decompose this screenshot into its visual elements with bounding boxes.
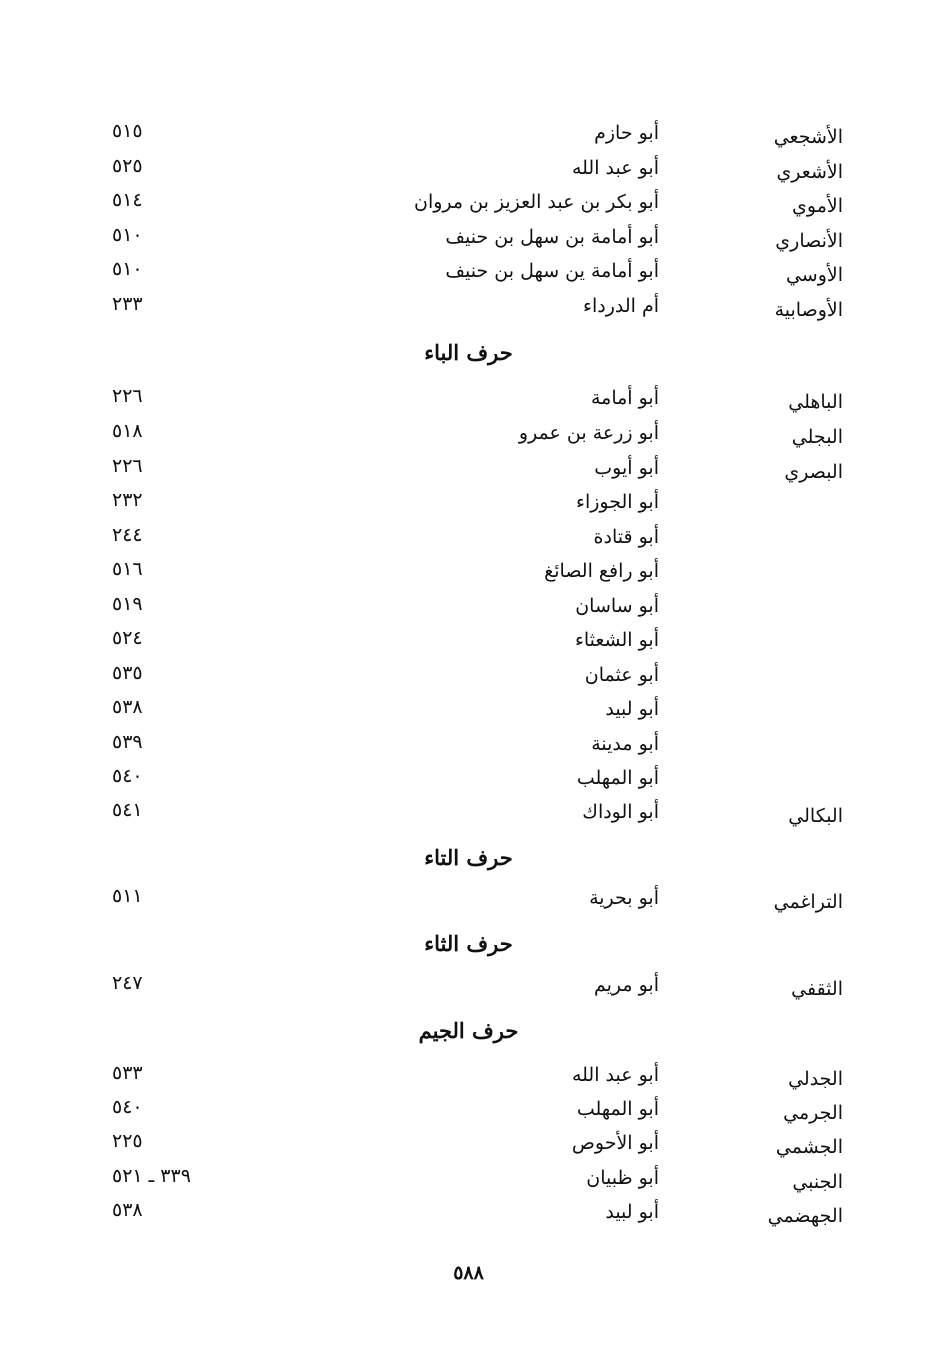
nisba-label: التراغمي bbox=[773, 891, 843, 913]
nisba-label: البكالي bbox=[788, 805, 843, 827]
person-name: أبو بحرية bbox=[589, 887, 659, 909]
person-name: أبو زرعة بن عمرو bbox=[518, 422, 659, 444]
index-entry bbox=[0, 799, 937, 833]
page-reference: ٥٣٩ bbox=[112, 731, 143, 753]
page-reference: ٥١١ bbox=[112, 885, 143, 907]
nisba-label: الجهضمي bbox=[767, 1205, 843, 1227]
page-reference: ٥٣٨ bbox=[112, 1199, 143, 1221]
person-name: أبو الشعثاء bbox=[574, 629, 659, 651]
letter-heading: حرف الباء bbox=[424, 340, 513, 365]
index-entry bbox=[0, 593, 937, 627]
page-reference: ٢٤٤ bbox=[112, 524, 143, 546]
index-entry bbox=[0, 224, 937, 258]
person-name: أبو أمامة بن سهل بن حنيف bbox=[445, 226, 659, 248]
person-name: أم الدرداء bbox=[583, 295, 659, 317]
letter-heading: حرف الثاء bbox=[424, 931, 513, 956]
page-reference: ٥١٩ bbox=[112, 593, 143, 615]
page-reference: ٥٣٥ bbox=[112, 662, 143, 684]
index-entry bbox=[0, 189, 937, 223]
index-entry bbox=[0, 258, 937, 292]
nisba-label: البصري bbox=[784, 461, 843, 483]
page-reference: ٥٢٤ bbox=[112, 627, 143, 649]
person-name: أبو عبد الله bbox=[571, 1064, 659, 1086]
page-reference: ٢٤٧ bbox=[112, 972, 143, 994]
letter-heading: حرف التاء bbox=[424, 845, 513, 870]
person-name: أبو عثمان bbox=[584, 664, 659, 686]
page-reference: ٥١٦ bbox=[112, 558, 143, 580]
index-entry bbox=[0, 420, 937, 454]
index-entry bbox=[0, 662, 937, 696]
nisba-label: الأوسي bbox=[785, 264, 843, 286]
nisba-label: الأموي bbox=[792, 195, 843, 217]
index-entry bbox=[0, 765, 937, 799]
index-entry bbox=[0, 455, 937, 489]
page-reference: ٥٤٠ bbox=[112, 1096, 143, 1118]
index-entry bbox=[0, 1096, 937, 1130]
nisba-label: الأوصابية bbox=[774, 299, 843, 321]
index-entry bbox=[0, 627, 937, 661]
index-entry bbox=[0, 524, 937, 558]
person-name: أبو حازم bbox=[594, 122, 659, 144]
index-entry bbox=[0, 120, 937, 154]
page-reference: ٥١٤ bbox=[112, 189, 143, 211]
nisba-label: الباهلي bbox=[788, 391, 843, 413]
nisba-label: الأشجعي bbox=[773, 126, 843, 148]
page-reference: ٢٢٦ bbox=[112, 455, 143, 477]
person-name: أبو ظبيان bbox=[586, 1167, 659, 1189]
page-number: ٥٨٨ bbox=[453, 1262, 484, 1284]
person-name: أبو أمامة ين سهل بن حنيف bbox=[445, 260, 659, 282]
person-name: أبو قتادة bbox=[593, 526, 659, 548]
page-reference: ٥١٠ bbox=[112, 258, 143, 280]
index-entry bbox=[0, 972, 937, 1006]
nisba-label: الثقفي bbox=[791, 978, 843, 1000]
index-entry bbox=[0, 731, 937, 765]
letter-heading: حرف الجيم bbox=[418, 1018, 519, 1043]
page-reference: ٥٤٠ bbox=[112, 765, 143, 787]
index-entry bbox=[0, 293, 937, 327]
page-reference: ٥١٠ bbox=[112, 224, 143, 246]
person-name: أبو أمامة bbox=[590, 387, 659, 409]
person-name: أبو بكر بن عبد العزيز بن مروان bbox=[414, 191, 659, 213]
person-name: أبو لبيد bbox=[605, 1201, 659, 1223]
person-name: أبو أيوب bbox=[594, 457, 659, 479]
person-name: أبو الجوزاء bbox=[576, 491, 659, 513]
page-reference: ٢٢٥ bbox=[112, 1130, 143, 1152]
index-entry bbox=[0, 1199, 937, 1233]
index-entry bbox=[0, 155, 937, 189]
person-name: أبو مدينة bbox=[591, 733, 659, 755]
person-name: أبو مريم bbox=[593, 974, 659, 996]
index-entry bbox=[0, 558, 937, 592]
person-name: أبو المهلب bbox=[576, 1098, 659, 1120]
nisba-label: الجشمي bbox=[775, 1136, 843, 1158]
page-reference: ٢٢٦ bbox=[112, 385, 143, 407]
index-entry bbox=[0, 1130, 937, 1164]
index-entry bbox=[0, 385, 937, 419]
index-entry bbox=[0, 1062, 937, 1096]
index-entry bbox=[0, 885, 937, 919]
person-name: أبو رافع الصائغ bbox=[544, 560, 659, 582]
page-reference: ٥١٥ bbox=[112, 120, 143, 142]
index-entry bbox=[0, 489, 937, 523]
nisba-label: الجرمي bbox=[783, 1102, 843, 1124]
person-name: أبو ساسان bbox=[575, 595, 659, 617]
nisba-label: الأنصاري bbox=[775, 230, 843, 252]
page-reference: ٥٣٣ bbox=[112, 1062, 143, 1084]
person-name: أبو عبد الله bbox=[571, 157, 659, 179]
person-name: أبو الوداك bbox=[582, 801, 659, 823]
person-name: أبو لبيد bbox=[605, 698, 659, 720]
page-reference: ٢٣٣ bbox=[112, 293, 143, 315]
index-entry bbox=[0, 1165, 937, 1199]
nisba-label: الأشعري bbox=[776, 161, 843, 183]
nisba-label: البجلي bbox=[791, 426, 843, 448]
page-reference: ٣٣٩ ـ ٥٢١ bbox=[112, 1165, 191, 1187]
page-reference: ٥٢٥ bbox=[112, 155, 143, 177]
page-reference: ٥١٨ bbox=[112, 420, 143, 442]
person-name: أبو الأحوص bbox=[571, 1132, 659, 1154]
page-reference: ٥٣٨ bbox=[112, 696, 143, 718]
page-reference: ٢٣٢ bbox=[112, 489, 143, 511]
nisba-label: الجدلي bbox=[788, 1068, 843, 1090]
person-name: أبو المهلب bbox=[576, 767, 659, 789]
page-reference: ٥٤١ bbox=[112, 799, 143, 821]
index-entry bbox=[0, 696, 937, 730]
nisba-label: الجنبي bbox=[792, 1171, 843, 1193]
